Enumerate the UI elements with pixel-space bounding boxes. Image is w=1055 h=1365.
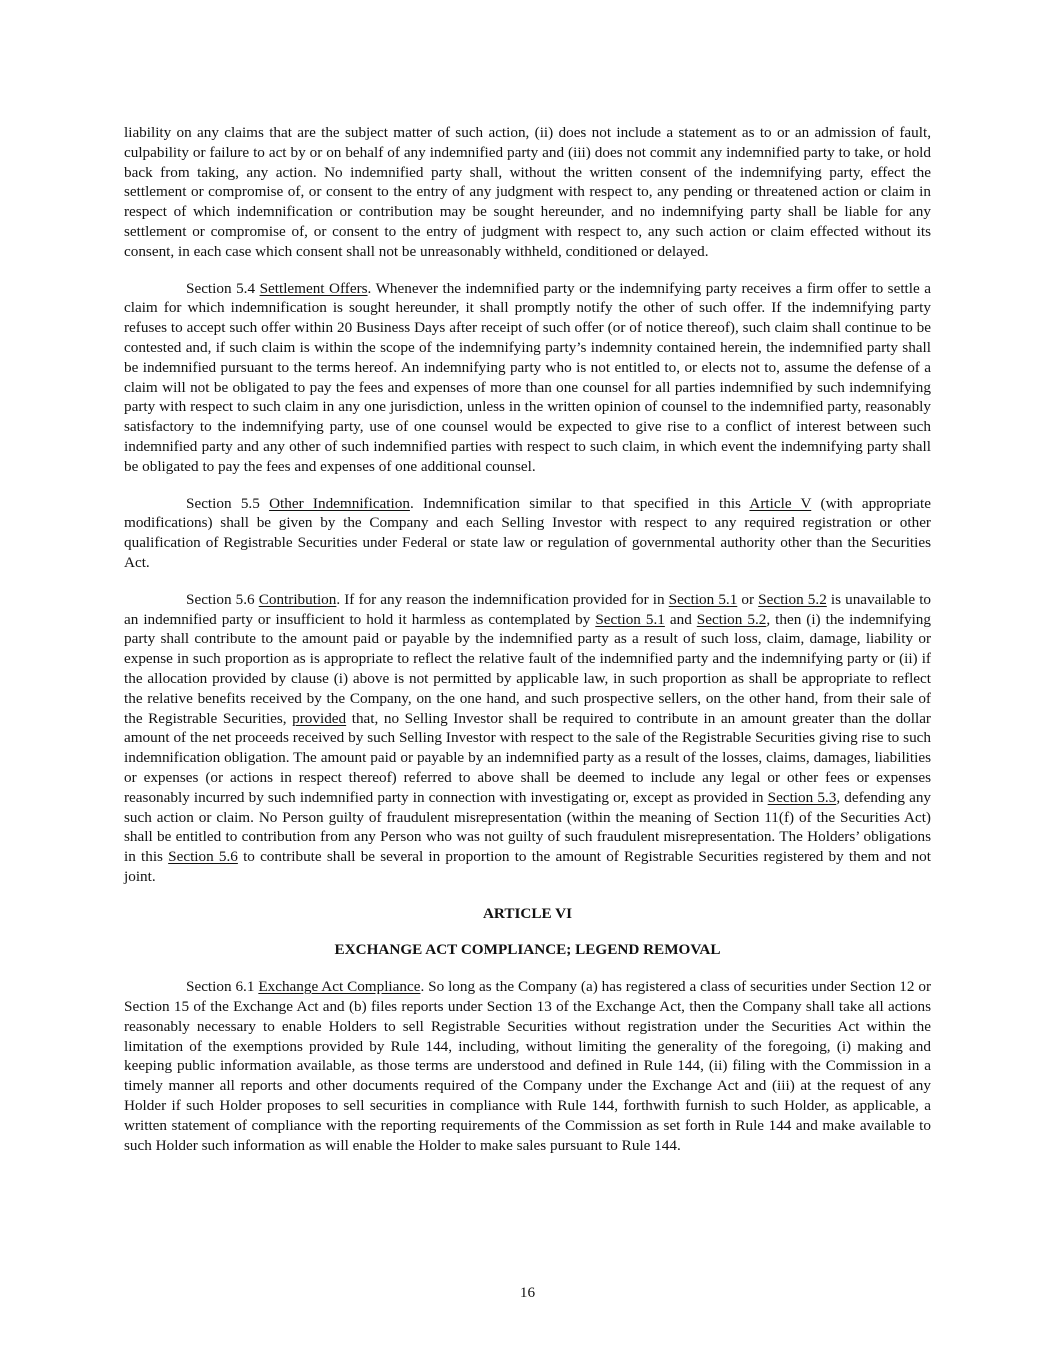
section-5-1-reference: Section 5.1 (595, 610, 665, 628)
section-5-6-reference: Section 5.6 (168, 848, 238, 866)
section-5-2-reference: Section 5.2 (696, 610, 767, 628)
section-5-6-text-1: . If for any reason the indemnification provided for in (336, 590, 669, 608)
section-5-3-reference: Section 5.3 (767, 788, 837, 806)
section-5-5-title: Other Indemnification (269, 494, 410, 512)
section-5-4-number: Section 5.4 (186, 279, 260, 297)
section-5-5-body-a: . Indemnification similar to that specified in this (409, 494, 750, 512)
section-5-6-title: Contribution (258, 590, 337, 608)
section-5-6-text-8: to contribute shall be several in proportion to the amount of Registrable Securities registered by them and not joint. (124, 848, 931, 885)
section-5-2-reference: Section 5.2 (758, 590, 827, 608)
section-5-5-number: Section 5.5 (186, 494, 270, 512)
section-5-1-reference: Section 5.1 (668, 590, 738, 608)
section-5-6-number: Section 5.6 (186, 590, 259, 608)
section-5-4-title: Settlement Offers (259, 279, 368, 297)
article-subheading: EXCHANGE ACT COMPLIANCE; LEGEND REMOVAL (334, 941, 721, 959)
provided-term: provided (292, 709, 347, 727)
paragraph-continuation-text: liability on any claims that are the subject matter of such action, (ii) does not include a statement as to or an admission of fault, culpability or failure to act by or on behalf of any indemnified party and (iii) does not commit any indemnified party to take, or hold back from taking, any action. No indemnified party shall, without the written consent of the indemnifying party, effect the settlement or compromise of, or consent to the entry of any judgment with respect to, any pending or threatened action or claim in respect of which indemnification or contribution may be sought hereunder, and no indemnifying party shall be liable for any settlement or compromise of, or consent to the entry of judgment with respect to, any such action or claim effected without its consent, in each case which consent shall not be unreasonably withheld, conditioned or delayed. (124, 124, 931, 260)
section-5-6-text-2: or (737, 590, 759, 608)
article-v-reference: Article V (749, 494, 812, 512)
section-5-6-text-3: is unavailable to an indemnified party or insufficient to hold it harmless as contemplated by (124, 590, 932, 628)
page-number: 16 (519, 1284, 536, 1301)
article-heading: ARTICLE VI (482, 904, 573, 922)
section-6-1-body: . So long as the Company (a) has registered a class of securities under Section 12 or Section 15 of the Exchange Act and (b) files reports under Section 13 of the Exchange Act, then the Company shall take all actions reasonably necessary to enable Holders to sell Registrable Securities without registration under the Securities Act within the limitation of the exemptions provided by Rule 144, including, without limiting the generality of the foregoing, (i) making and keeping public information available, as those terms are understood and defined in Rule 144, (ii) filing with the Commission in a timely manner all reports and other documents required of the Company under the Exchange Act and (iii) at the request of any Holder if such Holder proposes to sell securities in compliance with Rule 144, forthwith furnish to such Holder, as applicable, a written statement of compliance with the reporting requirements of the Commission as set forth in Rule 144 and make available to such Holder such information as will enable the Holder to make sales pursuant to Rule 144. (124, 978, 932, 1154)
document-page (124, 123, 931, 1172)
section-5-6-text-5: , then (i) the indemnifying party shall contribute to the amount paid or payable by the indemnified party as a result of such loss, claim, damage, liability or expense in such proportion as is appropriate to reflect the relative fault of the indemnified party and the indemnifying party or (ii) if the allocation provided by clause (i) above is not permitted by applicable law, in such proportion as shall be appropriate to reflect the relative benefits received by the Company, on the one hand, and such prospective sellers, on the other hand, from their sale of the Registrable Securities, (124, 610, 931, 727)
section-6-1-number: Section 6.1 (186, 978, 259, 996)
section-5-4 (124, 279, 931, 477)
section-5-5-body-b: (with appropriate modifications) shall be given by the Company and each Selling Investor with respect to any required registration or other qualification of Registrable Securities under Federal or state law or regulation of governmental authority other than the Securities Act. (124, 494, 931, 571)
section-5-6 (124, 590, 931, 887)
section-5-6-text-4: and (664, 610, 697, 628)
section-6-1-title: Exchange Act Compliance (258, 978, 421, 996)
paragraph-continuation (124, 123, 931, 262)
section-5-6-text-7: , defending any such action or claim. No Person guilty of fraudulent misrepresentation (within the meaning of Section 11(f) of the Securities Act) shall be entitled to contribution from any Person who was not guilty of such fraudulent misrepresentation. The Holders’ obligations in this (124, 788, 932, 866)
section-5-5 (124, 494, 931, 573)
section-6-1 (124, 977, 931, 1155)
section-5-6-text-6: that, no Selling Investor shall be required to contribute in an amount greater than the dollar amount of the net proceeds received by such Selling Investor with respect to the sale of the Registrable Securities giving rise to such indemnification obligation. The amount paid or payable by an indemnified party as a result of the losses, claims, damages, liabilities or expenses (or actions in respect thereof) referred to above shall be deemed to include any legal or other fees or expenses reasonably incurred by such indemnified party in connection with investigating or, except as provided in (124, 709, 931, 806)
section-5-4-body: . Whenever the indemnified party or the indemnifying party receives a firm offer to settle a claim for which indemnification is sought hereunder, it shall promptly notify the other of such offer. If the indemnifying party refuses to accept such offer within 20 Business Days after receipt of such offer (or of notice thereof), such claim shall continue to be contested and, if such claim is within the scope of the indemnifying party’s indemnity contained herein, the indemnified party shall be indemnified pursuant to the terms hereof. An indemnifying party who is not entitled to, or elects not to, assume the defense of a claim will not be obligated to pay the fees and expenses of more than one counsel for all parties indemnified by such indemnifying party with respect to such claim in any one jurisdiction, unless in the written opinion of counsel to the indemnified party, reasonably satisfactory to the indemnifying party, use of one counsel would be expected to give rise to a conflict of interest between such indemnified party and any other of such indemnified parties with respect to such claim, in which event the indemnifying party shall be obligated to pay the fees and expenses of one additional counsel. (124, 279, 931, 475)
